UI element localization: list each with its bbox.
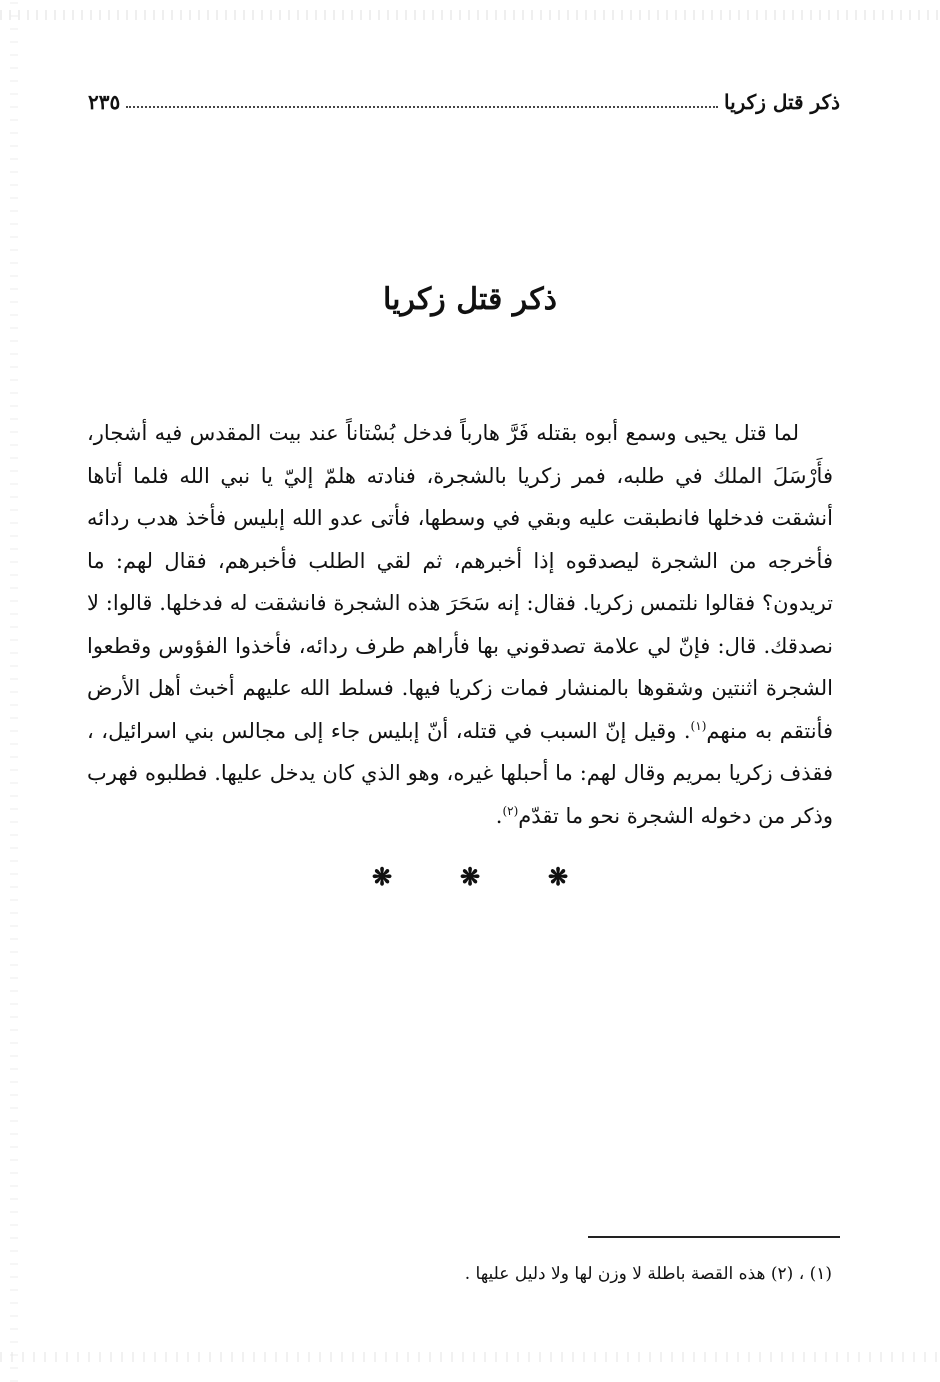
paragraph-part-3: . bbox=[495, 803, 503, 828]
footnote-separator bbox=[588, 1236, 840, 1238]
header-dot-leader bbox=[126, 106, 718, 108]
scan-edge-bottom bbox=[0, 1352, 940, 1362]
ornament-star-icon: ❋ bbox=[459, 862, 481, 891]
paragraph-part-1: لما قتل يحيى وسمع أبوه بقتله فَرَّ هارباً فدخل بُسْتاناً عند بيت المقدس فيه أشجار، فأَرْسَلَ الملك في طلبه، فمر زكريا بالشجرة، فنادته هلمّ إليّ يا نبي الله فلما أتاها أنشقت فدخلها فانطبقت عليه وبقي في وسطها، فأتى عدو الله إبليس فأخذ هدب ردائه فأخرجه من الشجرة ليصدقوه إذا أخبرهم، ثم لقي الطلب فأخبرهم، فقال لهم: ما تريدون؟ فقالوا نلتمس زكريا. فقال: إنه سَحَرَ هذه الشجرة فانشقت له فدخلها. قالوا: لا نصدقك. قال: فإنّ لي علامة تصدقوني بها فأراهم طرف ردائه، فأخذوا الفؤوس وقطعوا الشجرة اثنتين وشقوها بالمنشار فمات زكريا فيها. فسلط الله عليهم أخبث أهل الأرض فأنتقم به منهم bbox=[87, 421, 833, 743]
paragraph-part-2: . وقيل إنّ السبب في قتله، أنّ إبليس جاء إلى مجالس بني اسرائيل، ، فقذف زكريا بمريم وقال لهم: ما أحبلها غيره، وهو الذي كان يدخل عليها. فطلبوه فهرب وذكر من دخوله الشجرة نحو ما تقدّم bbox=[87, 718, 833, 828]
footnote-ref-1: (١) bbox=[690, 718, 707, 733]
ornament-star-icon: ❋ bbox=[371, 862, 393, 891]
chapter-title: ذكر قتل زكريا bbox=[382, 282, 557, 317]
scan-edge-top bbox=[0, 10, 940, 20]
body-paragraph bbox=[87, 412, 833, 837]
body-text bbox=[87, 412, 833, 837]
section-ornament bbox=[0, 862, 940, 891]
running-header bbox=[88, 84, 840, 114]
page-number: ٢٣٥ bbox=[88, 90, 121, 114]
running-title: ذكر قتل زكريا bbox=[723, 90, 840, 114]
footnote-ref-2: (٢) bbox=[502, 803, 519, 818]
ornament-star-icon: ❋ bbox=[547, 862, 569, 891]
footnote: (١) ، (٢) هذه القصة باطلة لا وزن لها ولا دليل عليها . bbox=[464, 1264, 832, 1284]
scan-edge-left bbox=[10, 0, 18, 1382]
